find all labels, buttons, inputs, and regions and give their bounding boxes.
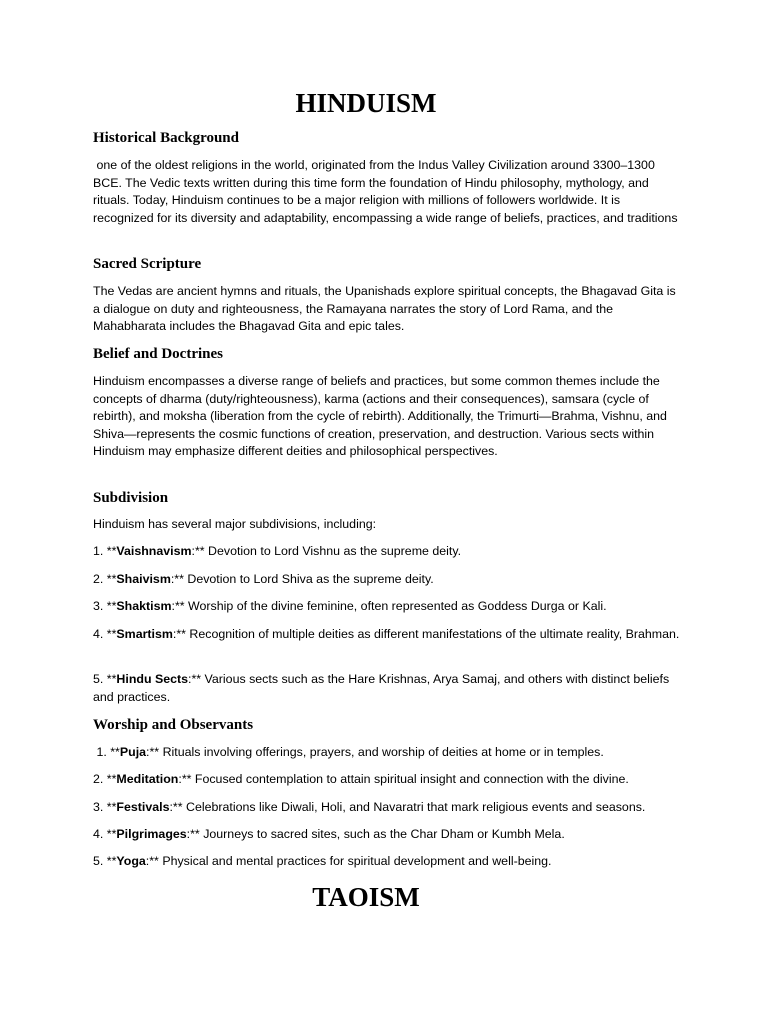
list-item-text: :** Devotion to Lord Vishnu as the supreme deity. [191, 544, 462, 558]
list-item-prefix: 4. ** [93, 627, 117, 641]
list-item [93, 626, 683, 644]
list-item-prefix: 4. ** [93, 827, 117, 841]
list-item-prefix: 3. ** [93, 800, 117, 814]
list-item-term: Shaivism [116, 572, 171, 586]
list-item-text: :** Journeys to sacred sites, such as the Char Dham or Kumbh Mela. [186, 827, 565, 841]
list-item [93, 799, 683, 817]
list-item-term: Pilgrimages [116, 827, 187, 841]
list-item-term: Festivals [116, 800, 170, 814]
list-item [93, 598, 683, 616]
list-item-text: :** Focused contemplation to attain spiritual insight and connection with the divine. [178, 772, 629, 786]
list-item [93, 543, 683, 561]
heading-sacred-scripture: Sacred Scripture [93, 256, 202, 272]
list-item-prefix: 1. ** [93, 745, 120, 759]
list-item-text: :** Worship of the divine feminine, often represented as Goddess Durga or Kali. [171, 599, 607, 613]
list-item [93, 853, 683, 871]
next-section-title: TAOISM [312, 882, 420, 912]
page-title: HINDUISM [295, 88, 437, 118]
list-item-prefix: 3. ** [93, 599, 117, 613]
list-item-term: Puja [119, 745, 147, 759]
list-item [93, 571, 683, 589]
heading-subdivision: Subdivision [93, 490, 169, 506]
paragraph-historical-background: one of the oldest religions in the world, originated from the Indus Valley Civilization around 3300–1300 BCE. The Vedic texts written during this time form the foundation of Hindu philosophy, mythology, and rituals. Today, Hinduism continues to be a major religion with millions of followers worldwide. It is recognized for its diversity and adaptability, encompassing a wide range of beliefs, practices, and traditions [93, 158, 678, 225]
list-item-text: :** Devotion to Lord Shiva as the supreme deity. [170, 572, 434, 586]
list-item-term: Shaktism [116, 599, 172, 613]
list-item-text: :** Recognition of multiple deities as different manifestations of the ultimate reality, Brahman. [172, 627, 680, 641]
list-item-prefix: 5. ** [93, 672, 117, 686]
list-item-text: :** Rituals involving offerings, prayers, and worship of deities at home or in temples. [146, 745, 604, 759]
heading-belief-doctrines: Belief and Doctrines [93, 346, 223, 362]
list-item [93, 671, 683, 706]
list-item-term: Hindu Sects [116, 672, 189, 686]
list-item [93, 771, 683, 789]
list-item [93, 744, 683, 762]
list-item-text: :** Physical and mental practices for spiritual development and well-being. [145, 854, 552, 868]
list-item [93, 826, 683, 844]
list-item-term: Smartism [116, 627, 173, 641]
paragraph-sacred-scripture: The Vedas are ancient hymns and rituals, the Upanishads explore spiritual concepts, the Bhagavad Gita is a dialogue on duty and righteousness, the Ramayana narrates the story of Lord Rama, and the Mahabharata includes the Bhagavad Gita and epic tales. [93, 284, 680, 334]
paragraph-subdivision-intro: Hinduism has several major subdivisions, including: [93, 517, 377, 531]
list-item-prefix: 1. ** [93, 544, 117, 558]
list-item-term: Meditation [116, 772, 179, 786]
list-item-prefix: 5. ** [93, 854, 117, 868]
list-item-text: :** Various sects such as the Hare Krishnas, Arya Samaj, and others with distinct beliefs and practices. [93, 672, 670, 704]
list-item-term: Vaishnavism [116, 544, 192, 558]
heading-historical-background: Historical Background [93, 130, 239, 146]
heading-worship-observants: Worship and Observants [93, 717, 254, 733]
list-item-text: :** Celebrations like Diwali, Holi, and Navaratri that mark religious events and seasons. [169, 800, 646, 814]
paragraph-belief-doctrines: Hinduism encompasses a diverse range of beliefs and practices, but some common themes include the concepts of dharma (duty/righteousness), karma (actions and their consequences), samsara (cycle of rebirth), and moksha (liberation from the cycle of rebirth). Additionally, the Trimurti—Brahma, Vishnu, and Shiva—represents the cosmic functions of creation, preservation, and destruction. Various sects within Hinduism may emphasize different deities and philosophical perspectives. [93, 374, 671, 459]
list-item-term: Yoga [116, 854, 146, 868]
list-item-prefix: 2. ** [93, 772, 117, 786]
list-item-prefix: 2. ** [93, 572, 117, 586]
